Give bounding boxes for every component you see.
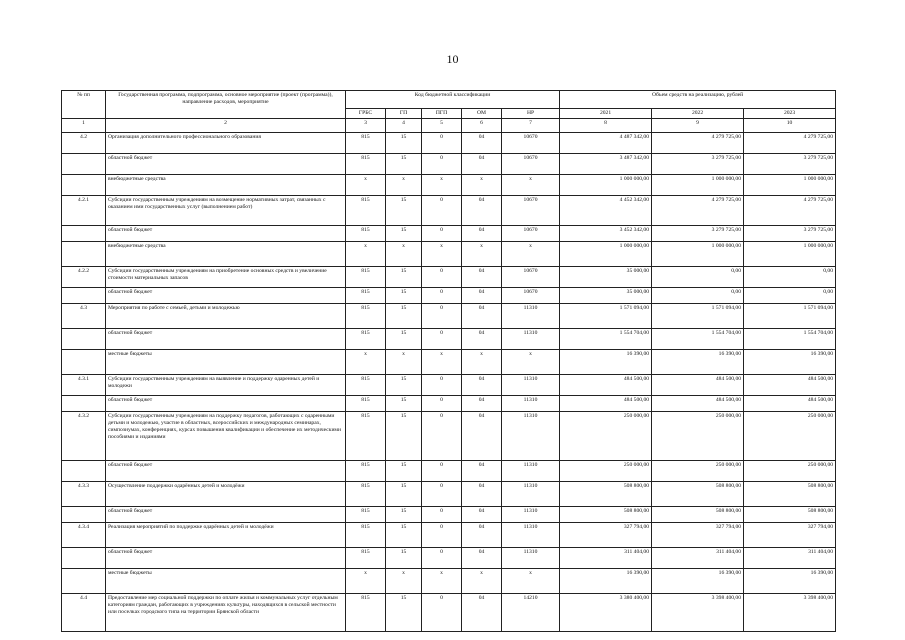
row-number <box>62 328 106 349</box>
row-name: областной бюджет <box>106 460 346 481</box>
amount-2022: 327 794,00 <box>652 522 744 547</box>
amount-2022: 250 000,00 <box>652 411 744 460</box>
code-pgp: 0 <box>422 460 462 481</box>
code-om: 04 <box>462 195 502 225</box>
row-name: областной бюджет <box>106 153 346 174</box>
code-pgp: 0 <box>422 303 462 328</box>
amount-2023: 16 390,00 <box>744 349 836 374</box>
amount-2021: 327 794,00 <box>560 522 652 547</box>
header-volume: Объем средств на реализацию, рублей <box>560 91 836 109</box>
code-om: 04 <box>462 303 502 328</box>
code-nr: 11310 <box>502 328 560 349</box>
code-nr: x <box>502 174 560 195</box>
page-number: 10 <box>446 52 459 66</box>
code-nr: 11310 <box>502 374 560 395</box>
row-number: 4.3 <box>62 303 106 328</box>
amount-2022: 3 398 400,00 <box>652 593 744 631</box>
table-row <box>62 287 836 303</box>
code-nr: x <box>502 241 560 266</box>
code-grbs: 815 <box>346 195 386 225</box>
code-om: 04 <box>462 522 502 547</box>
table-row <box>62 395 836 411</box>
row-name: Осуществление поддержки одарённых детей и молодёжи <box>106 481 346 506</box>
table-row <box>62 593 836 631</box>
row-number: 4.2.1 <box>62 195 106 225</box>
code-nr: 10670 <box>502 287 560 303</box>
amount-2021: 35 000,00 <box>560 266 652 287</box>
row-number: 4.4 <box>62 593 106 631</box>
code-gp: 15 <box>386 460 422 481</box>
code-om: 04 <box>462 374 502 395</box>
row-name: Реализация мероприятий по поддержке одарённых детей и молодёжи <box>106 522 346 547</box>
header-year-2021: 2021 <box>560 109 652 119</box>
code-grbs: 815 <box>346 374 386 395</box>
code-gp: x <box>386 174 422 195</box>
code-om: 04 <box>462 225 502 241</box>
code-pgp: 0 <box>422 132 462 153</box>
code-om: x <box>462 174 502 195</box>
amount-2021: 1 554 704,00 <box>560 328 652 349</box>
table-row <box>62 522 836 547</box>
code-pgp: x <box>422 174 462 195</box>
amount-2021: 35 000,00 <box>560 287 652 303</box>
amount-2022: 1 554 704,00 <box>652 328 744 349</box>
header-gp: ГП <box>386 109 422 119</box>
code-pgp: x <box>422 349 462 374</box>
amount-2023: 0,00 <box>744 287 836 303</box>
code-om: x <box>462 349 502 374</box>
code-pgp: 0 <box>422 225 462 241</box>
table-row <box>62 328 836 349</box>
row-number: 4.2.2 <box>62 266 106 287</box>
col-number: 3 <box>346 118 386 132</box>
code-grbs: 815 <box>346 225 386 241</box>
amount-2023: 3 279 725,00 <box>744 225 836 241</box>
amount-2022: 484 500,00 <box>652 374 744 395</box>
row-name: Мероприятия по работе с семьей, детьми и молодежью <box>106 303 346 328</box>
col-number: 6 <box>462 118 502 132</box>
column-number-row <box>62 118 836 132</box>
code-pgp: 0 <box>422 287 462 303</box>
amount-2023: 16 390,00 <box>744 568 836 593</box>
code-gp: 15 <box>386 266 422 287</box>
code-nr: x <box>502 349 560 374</box>
row-name: Субсидии государственным учреждениям на поддержку педагогов, работающих с одаренными детьми и молодежью, участие в областных, всероссийских и международных семинарах, симпозиумах, конференциях, курсах повышения квалификации и обеспечение их методическими пособиями и изданиями <box>106 411 346 460</box>
row-number <box>62 568 106 593</box>
code-om: 04 <box>462 506 502 522</box>
table-row <box>62 303 836 328</box>
code-nr: 11310 <box>502 411 560 460</box>
code-grbs: 815 <box>346 522 386 547</box>
amount-2021: 484 500,00 <box>560 374 652 395</box>
code-gp: 15 <box>386 374 422 395</box>
amount-2022: 16 390,00 <box>652 568 744 593</box>
amount-2023: 3 279 725,00 <box>744 153 836 174</box>
code-grbs: 815 <box>346 593 386 631</box>
amount-2022: 3 279 725,00 <box>652 153 744 174</box>
budget-table <box>61 90 836 632</box>
code-gp: 15 <box>386 395 422 411</box>
code-pgp: x <box>422 568 462 593</box>
amount-2022: 1 571 094,00 <box>652 303 744 328</box>
code-pgp: 0 <box>422 506 462 522</box>
code-pgp: 0 <box>422 411 462 460</box>
amount-2021: 3 487 342,00 <box>560 153 652 174</box>
amount-2023: 327 794,00 <box>744 522 836 547</box>
amount-2023: 250 000,00 <box>744 460 836 481</box>
amount-2023: 4 279 725,00 <box>744 132 836 153</box>
code-nr: 11310 <box>502 481 560 506</box>
code-gp: 15 <box>386 328 422 349</box>
code-nr: 11310 <box>502 522 560 547</box>
row-name: Субсидии государственным учреждениям на выявление и поддержку одаренных детей и молодежи <box>106 374 346 395</box>
amount-2022: 311 404,00 <box>652 547 744 568</box>
amount-2023: 1 000 000,00 <box>744 174 836 195</box>
amount-2021: 3 380 400,00 <box>560 593 652 631</box>
code-grbs: x <box>346 241 386 266</box>
table-row <box>62 460 836 481</box>
table-row <box>62 195 836 225</box>
row-number <box>62 174 106 195</box>
col-number: 5 <box>422 118 462 132</box>
table-row <box>62 411 836 460</box>
amount-2021: 250 000,00 <box>560 411 652 460</box>
row-number <box>62 225 106 241</box>
row-number: 4.3.2 <box>62 411 106 460</box>
code-gp: 15 <box>386 593 422 631</box>
table-row <box>62 241 836 266</box>
code-grbs: 815 <box>346 411 386 460</box>
table-row <box>62 547 836 568</box>
code-pgp: 0 <box>422 395 462 411</box>
col-number: 9 <box>652 118 744 132</box>
code-om: 04 <box>462 266 502 287</box>
row-name: областной бюджет <box>106 328 346 349</box>
code-nr: 10670 <box>502 153 560 174</box>
table-row <box>62 568 836 593</box>
code-pgp: 0 <box>422 593 462 631</box>
code-pgp: 0 <box>422 547 462 568</box>
amount-2021: 1 000 000,00 <box>560 241 652 266</box>
amount-2021: 1 571 094,00 <box>560 303 652 328</box>
code-om: 04 <box>462 547 502 568</box>
code-gp: x <box>386 568 422 593</box>
amount-2022: 16 390,00 <box>652 349 744 374</box>
row-name: местные бюджеты <box>106 568 346 593</box>
row-name: местные бюджеты <box>106 349 346 374</box>
amount-2022: 0,00 <box>652 287 744 303</box>
code-grbs: 815 <box>346 266 386 287</box>
row-number <box>62 287 106 303</box>
code-pgp: 0 <box>422 481 462 506</box>
amount-2022: 4 279 725,00 <box>652 132 744 153</box>
header-num: № пп <box>62 91 106 119</box>
amount-2023: 1 571 094,00 <box>744 303 836 328</box>
code-om: 04 <box>462 411 502 460</box>
col-number: 7 <box>502 118 560 132</box>
table-body <box>62 132 836 631</box>
amount-2021: 4 487 342,00 <box>560 132 652 153</box>
code-nr: 11310 <box>502 395 560 411</box>
amount-2021: 3 452 342,00 <box>560 225 652 241</box>
code-gp: 15 <box>386 411 422 460</box>
code-grbs: 815 <box>346 547 386 568</box>
amount-2022: 0,00 <box>652 266 744 287</box>
code-gp: 15 <box>386 522 422 547</box>
table-row <box>62 153 836 174</box>
row-name: внебюджетные средства <box>106 241 346 266</box>
code-grbs: 815 <box>346 287 386 303</box>
header-budget-code: Код бюджетной классификации <box>346 91 560 109</box>
header-year-2022: 2022 <box>652 109 744 119</box>
row-name: областной бюджет <box>106 506 346 522</box>
amount-2021: 508 800,00 <box>560 481 652 506</box>
row-name: областной бюджет <box>106 287 346 303</box>
code-pgp: 0 <box>422 522 462 547</box>
amount-2021: 16 390,00 <box>560 349 652 374</box>
code-pgp: x <box>422 241 462 266</box>
code-nr: 11310 <box>502 547 560 568</box>
code-om: 04 <box>462 593 502 631</box>
amount-2023: 4 279 725,00 <box>744 195 836 225</box>
code-nr: 11310 <box>502 460 560 481</box>
code-grbs: 815 <box>346 328 386 349</box>
amount-2021: 1 000 000,00 <box>560 174 652 195</box>
code-pgp: 0 <box>422 153 462 174</box>
code-nr: 10670 <box>502 266 560 287</box>
code-pgp: 0 <box>422 266 462 287</box>
header-year-2023: 2023 <box>744 109 836 119</box>
row-name: Субсидии государственным учреждениям на возмещение нормативных затрат, связанных с оказанием ими государственных услуг (выполнением работ) <box>106 195 346 225</box>
amount-2023: 484 500,00 <box>744 374 836 395</box>
code-pgp: 0 <box>422 374 462 395</box>
code-om: 04 <box>462 287 502 303</box>
row-number <box>62 241 106 266</box>
code-om: x <box>462 241 502 266</box>
amount-2022: 508 800,00 <box>652 481 744 506</box>
code-grbs: 815 <box>346 506 386 522</box>
table-row <box>62 225 836 241</box>
code-gp: 15 <box>386 303 422 328</box>
code-nr: 11310 <box>502 506 560 522</box>
table-row <box>62 506 836 522</box>
code-grbs: x <box>346 349 386 374</box>
row-name: областной бюджет <box>106 547 346 568</box>
code-om: 04 <box>462 481 502 506</box>
code-nr: 10670 <box>502 195 560 225</box>
code-om: 04 <box>462 132 502 153</box>
code-gp: x <box>386 241 422 266</box>
code-gp: 15 <box>386 506 422 522</box>
amount-2023: 250 000,00 <box>744 411 836 460</box>
row-name: Субсидии государственным учреждениям на приобретение основных средств и увеличение стоимости материальных запасов <box>106 266 346 287</box>
code-grbs: x <box>346 568 386 593</box>
amount-2022: 3 279 725,00 <box>652 225 744 241</box>
code-grbs: 815 <box>346 153 386 174</box>
amount-2023: 1 000 000,00 <box>744 241 836 266</box>
amount-2023: 3 398 400,00 <box>744 593 836 631</box>
code-gp: 15 <box>386 153 422 174</box>
header-nr: НР <box>502 109 560 119</box>
row-number: 4.3.1 <box>62 374 106 395</box>
code-gp: 15 <box>386 481 422 506</box>
col-number: 10 <box>744 118 836 132</box>
code-nr: 10670 <box>502 225 560 241</box>
header-om: ОМ <box>462 109 502 119</box>
amount-2022: 484 500,00 <box>652 395 744 411</box>
code-pgp: 0 <box>422 195 462 225</box>
amount-2023: 0,00 <box>744 266 836 287</box>
code-grbs: 815 <box>346 303 386 328</box>
amount-2023: 508 800,00 <box>744 481 836 506</box>
amount-2022: 250 000,00 <box>652 460 744 481</box>
code-grbs: 815 <box>346 395 386 411</box>
row-number: 4.3.3 <box>62 481 106 506</box>
code-gp: 15 <box>386 132 422 153</box>
code-gp: 15 <box>386 225 422 241</box>
row-number <box>62 547 106 568</box>
amount-2022: 508 800,00 <box>652 506 744 522</box>
code-gp: x <box>386 349 422 374</box>
code-nr: 11310 <box>502 303 560 328</box>
col-number: 4 <box>386 118 422 132</box>
amount-2023: 311 404,00 <box>744 547 836 568</box>
amount-2021: 4 452 342,00 <box>560 195 652 225</box>
header-program: Государственная программа, подпрограмма, основное мероприятие (проект (программа)), направление расходов, мероприятие <box>106 91 346 119</box>
row-number: 4.2 <box>62 132 106 153</box>
col-number: 1 <box>62 118 106 132</box>
amount-2021: 311 404,00 <box>560 547 652 568</box>
table-row <box>62 174 836 195</box>
amount-2021: 484 500,00 <box>560 395 652 411</box>
code-pgp: 0 <box>422 328 462 349</box>
amount-2021: 508 800,00 <box>560 506 652 522</box>
code-om: 04 <box>462 395 502 411</box>
code-gp: 15 <box>386 547 422 568</box>
table-row <box>62 266 836 287</box>
col-number: 2 <box>106 118 346 132</box>
code-nr: x <box>502 568 560 593</box>
code-om: x <box>462 568 502 593</box>
row-name: Предоставление мер социальной поддержки по оплате жилья и коммунальных услуг отдельным категориям граждан, работающих в учреждениях культуры, находящихся в сельской местности или поселках городского типа на территории Брянской области <box>106 593 346 631</box>
col-number: 8 <box>560 118 652 132</box>
code-om: 04 <box>462 460 502 481</box>
code-grbs: x <box>346 174 386 195</box>
amount-2023: 484 500,00 <box>744 395 836 411</box>
table-row <box>62 132 836 153</box>
code-grbs: 815 <box>346 481 386 506</box>
row-number <box>62 460 106 481</box>
header-pgp: ПГП <box>422 109 462 119</box>
table-row <box>62 349 836 374</box>
amount-2021: 16 390,00 <box>560 568 652 593</box>
amount-2023: 1 554 704,00 <box>744 328 836 349</box>
table-row <box>62 374 836 395</box>
table-row <box>62 481 836 506</box>
code-nr: 14210 <box>502 593 560 631</box>
amount-2022: 1 000 000,00 <box>652 174 744 195</box>
row-name: внебюджетные средства <box>106 174 346 195</box>
row-number: 4.3.4 <box>62 522 106 547</box>
header-grbs: ГРБС <box>346 109 386 119</box>
amount-2022: 1 000 000,00 <box>652 241 744 266</box>
amount-2021: 250 000,00 <box>560 460 652 481</box>
amount-2023: 508 800,00 <box>744 506 836 522</box>
code-grbs: 815 <box>346 460 386 481</box>
row-name: областной бюджет <box>106 225 346 241</box>
code-om: 04 <box>462 328 502 349</box>
row-name: областной бюджет <box>106 395 346 411</box>
row-number <box>62 153 106 174</box>
code-grbs: 815 <box>346 132 386 153</box>
code-gp: 15 <box>386 195 422 225</box>
code-gp: 15 <box>386 287 422 303</box>
row-number <box>62 349 106 374</box>
amount-2022: 4 279 725,00 <box>652 195 744 225</box>
row-number <box>62 506 106 522</box>
code-nr: 10670 <box>502 132 560 153</box>
row-name: Организация дополнительного профессионального образования <box>106 132 346 153</box>
code-om: 04 <box>462 153 502 174</box>
row-number <box>62 395 106 411</box>
